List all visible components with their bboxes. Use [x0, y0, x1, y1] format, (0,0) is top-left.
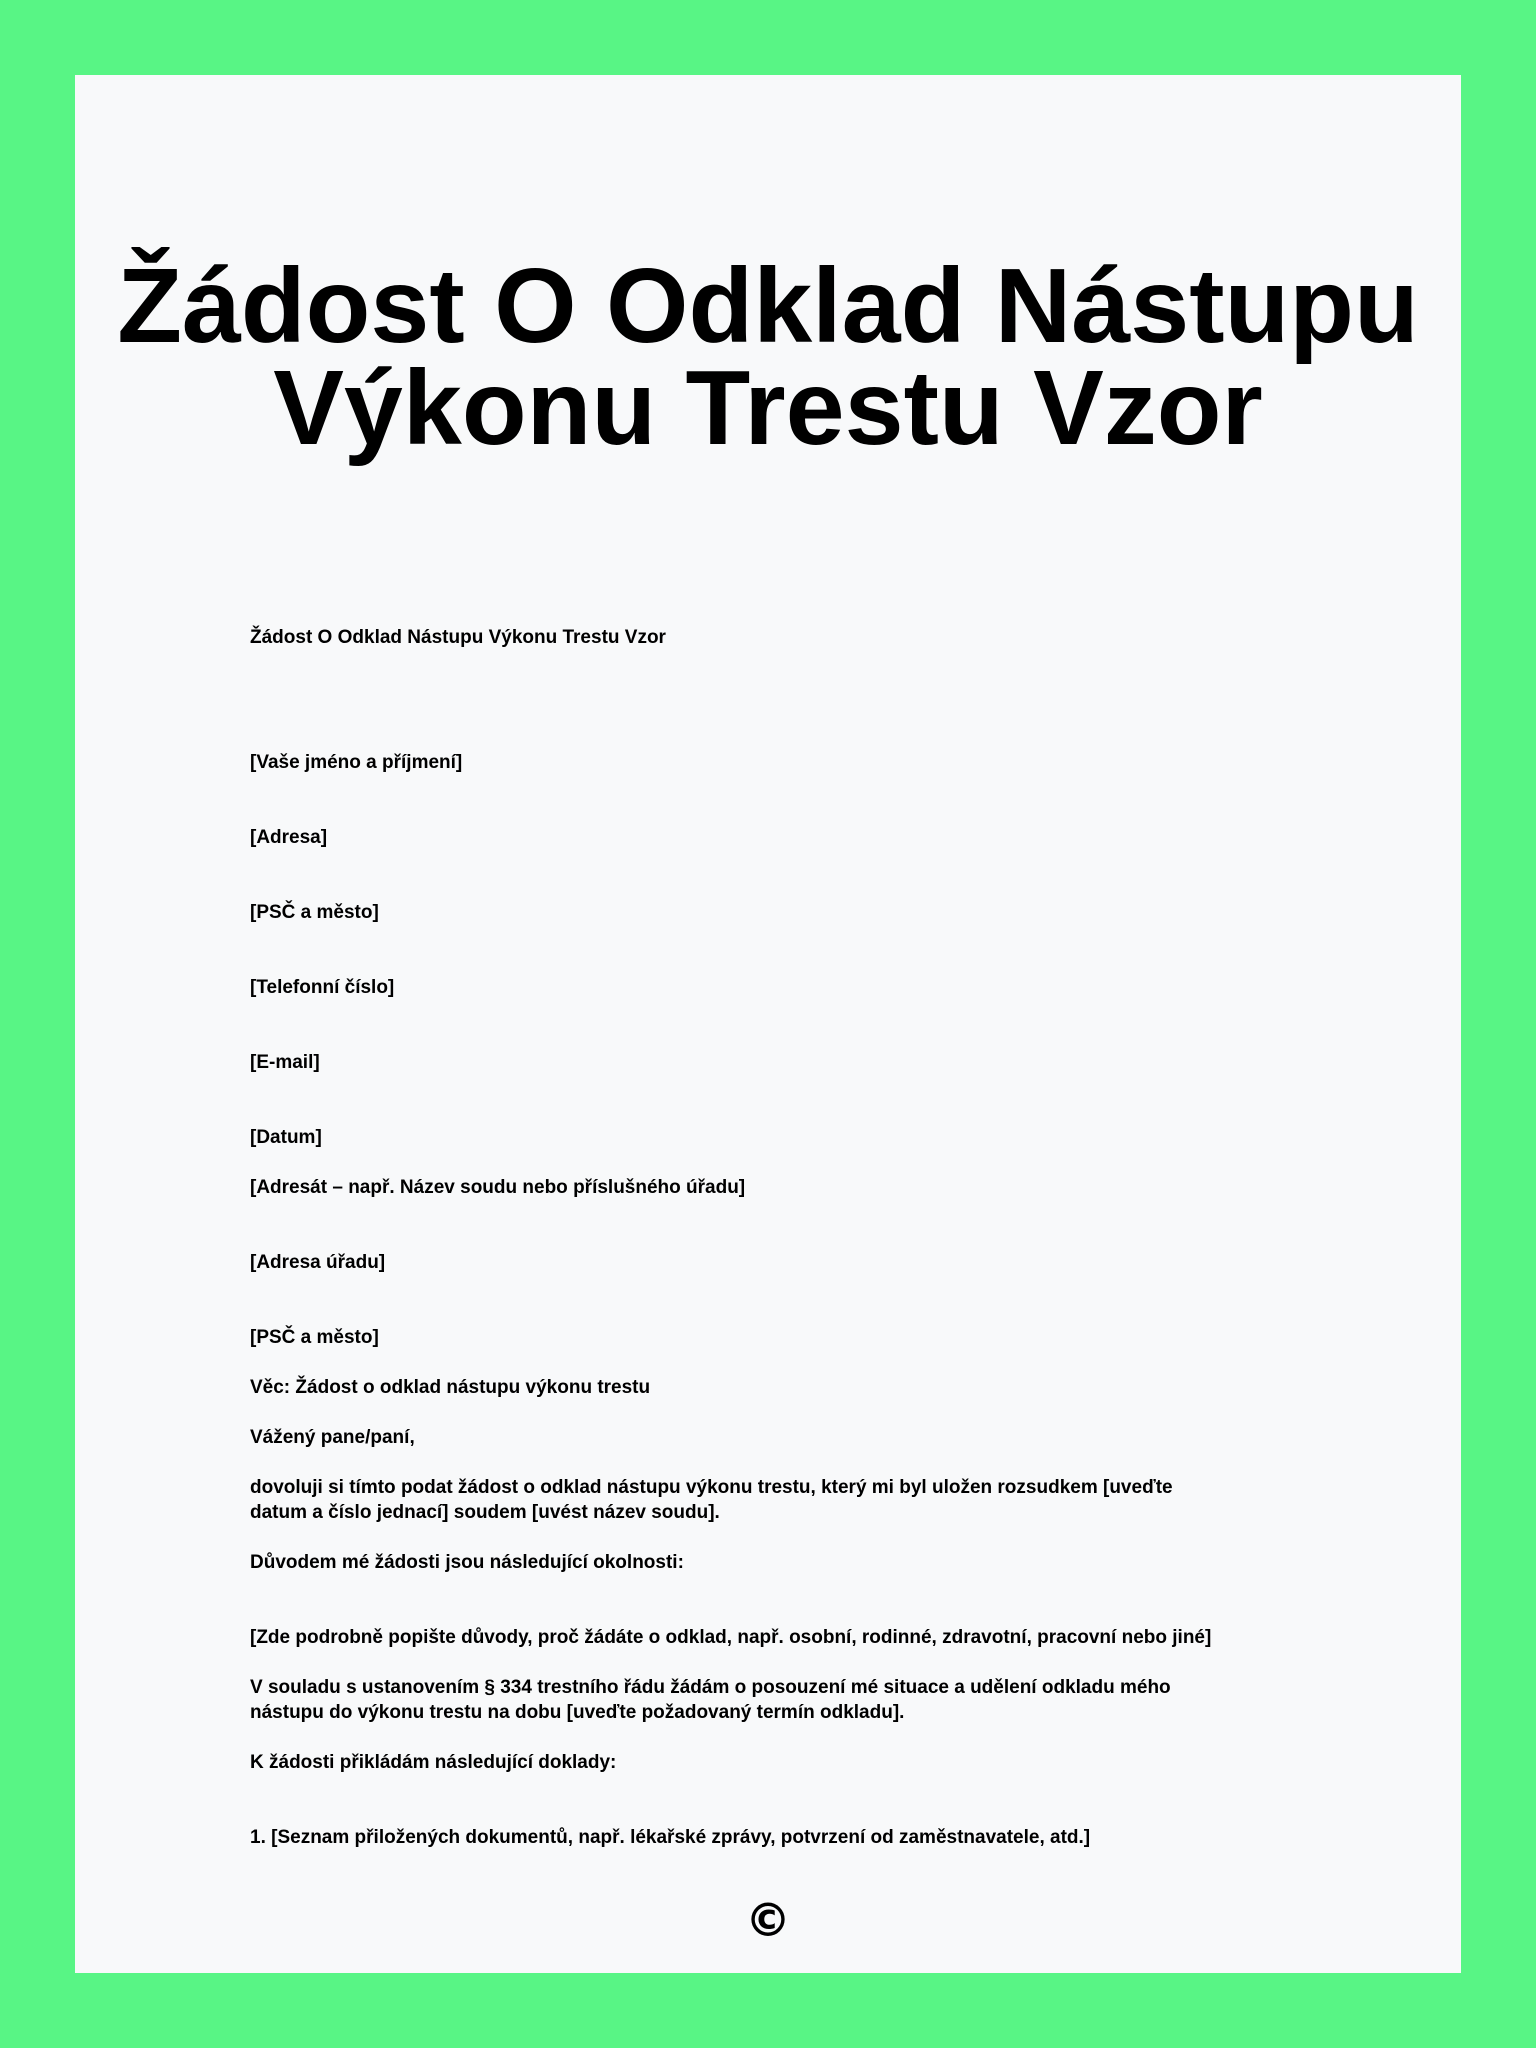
letter-date: [Datum]: [250, 1127, 322, 1148]
paragraph-2-line-1: V souladu s ustanovením § 334 trestního řádu žádám o posouzení mé situace a udělení odkladu mého: [250, 1677, 1171, 1698]
sender-phone: [Telefonní číslo]: [250, 977, 395, 998]
attachments-intro: K žádosti přikládám následující doklady:: [250, 1752, 617, 1773]
paragraph-2-line-2: nástupu do výkonu trestu na dobu [uveďte požadovaný termín odkladu].: [250, 1702, 905, 1723]
reasons-intro: Důvodem mé žádosti jsou následující okolnosti:: [250, 1552, 684, 1573]
reasons-placeholder: [Zde podrobně popište důvody, proč žádáte o odklad, např. osobní, rodinné, zdravotní, pracovní nebo jiné]: [250, 1627, 1212, 1648]
paragraph-1-line-1: dovoluji si tímto podat žádost o odklad nástupu výkonu trestu, který mi byl uložen rozsudkem [uveďte: [250, 1477, 1173, 1498]
attachment-item-1: 1. [Seznam přiložených dokumentů, např. lékařské zprávy, potvrzení od zaměstnavatele, atd.]: [250, 1827, 1091, 1848]
recipient-name: [Adresát – např. Název soudu nebo příslušného úřadu]: [250, 1177, 746, 1198]
recipient-city: [PSČ a město]: [250, 1327, 379, 1348]
copyright-icon: ©: [745, 1893, 791, 1947]
letter-heading: Žádost O Odklad Nástupu Výkonu Trestu Vzor: [250, 627, 666, 648]
sender-address: [Adresa]: [250, 827, 328, 848]
title-line-1: Žádost O Odklad Nástupu: [117, 247, 1419, 365]
document-title: [75, 247, 1461, 467]
sender-email: [E-mail]: [250, 1052, 320, 1073]
document-page: [75, 75, 1461, 1973]
letter-salutation: Vážený pane/paní,: [250, 1427, 415, 1448]
recipient-address: [Adresa úřadu]: [250, 1252, 386, 1273]
title-line-2: Výkonu Trestu Vzor: [273, 349, 1263, 467]
paragraph-1-line-2: datum a číslo jednací] soudem [uvést název soudu].: [250, 1502, 720, 1523]
letter-subject: Věc: Žádost o odklad nástupu výkonu trestu: [250, 1377, 651, 1398]
sender-name: [Vaše jméno a příjmení]: [250, 752, 463, 773]
sender-city: [PSČ a město]: [250, 902, 379, 923]
